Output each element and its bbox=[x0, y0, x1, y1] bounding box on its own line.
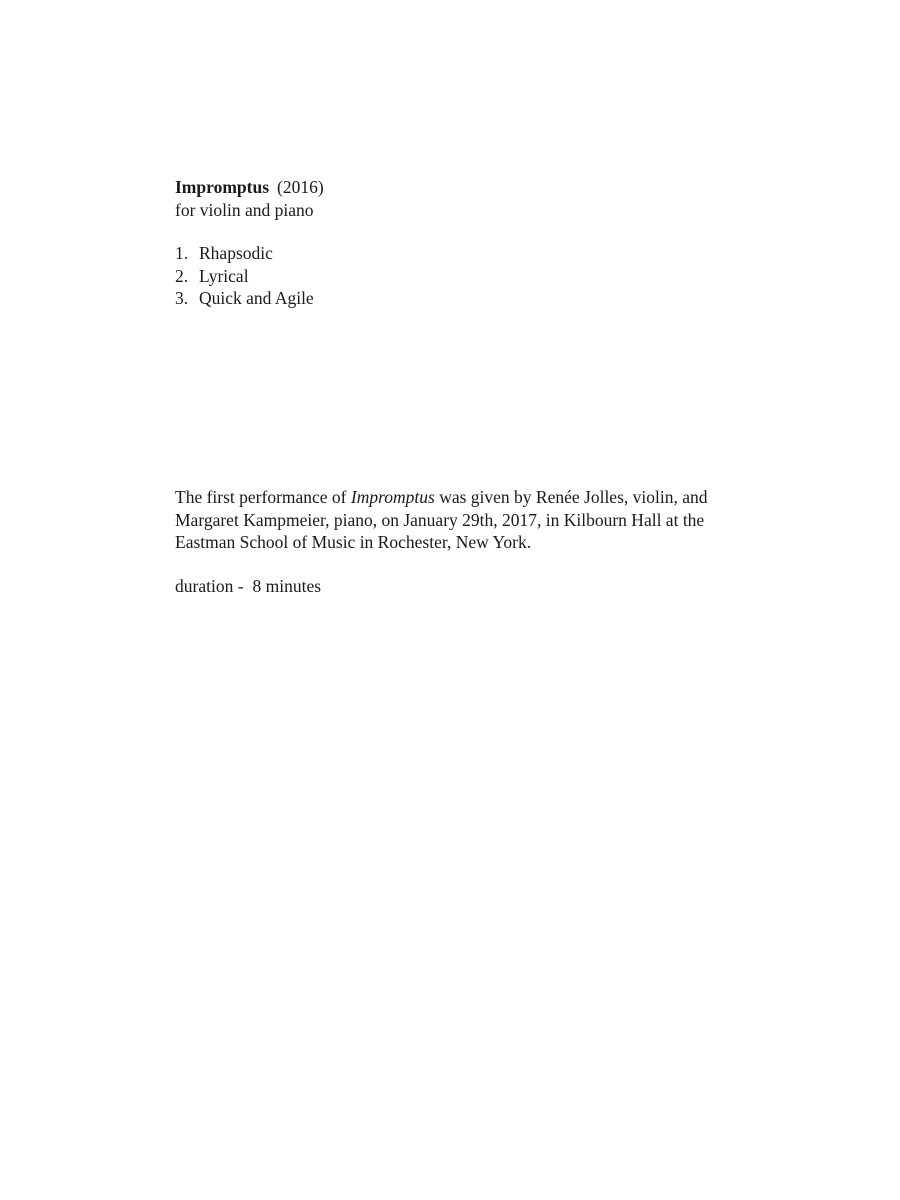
duration-line bbox=[175, 575, 321, 598]
movement-number: 1. bbox=[175, 243, 189, 263]
premiere-line-1 bbox=[175, 486, 795, 509]
movement-name: Rhapsodic bbox=[199, 243, 273, 263]
premiere-line-2: Margaret Kampmeier, piano, on January 29th, 2017, in Kilbourn Hall at the bbox=[175, 509, 705, 530]
list-item bbox=[175, 287, 314, 310]
title-line bbox=[175, 176, 324, 199]
list-item bbox=[175, 265, 314, 288]
title-block bbox=[175, 176, 324, 221]
premiere-text-start: The first performance of bbox=[175, 487, 351, 507]
premiere-text-end: was given by Renée Jolles, violin, and bbox=[434, 487, 708, 507]
list-item bbox=[175, 242, 314, 265]
movement-list bbox=[175, 242, 314, 310]
movement-name: Lyrical bbox=[199, 265, 249, 286]
premiere-work-title: Impromptus bbox=[350, 487, 435, 507]
composition-year: (2016) bbox=[277, 177, 324, 197]
movement-number: 3. bbox=[175, 288, 189, 308]
premiere-paragraph bbox=[175, 486, 795, 554]
duration-value: 8 minutes bbox=[252, 576, 322, 596]
premiere-line-3: Eastman School of Music in Rochester, New York. bbox=[175, 532, 532, 552]
movement-name: Quick and Agile bbox=[199, 288, 314, 308]
instrumentation: for violin and piano bbox=[175, 199, 314, 220]
duration-label: duration - bbox=[175, 576, 244, 596]
work-title: Impromptus bbox=[175, 177, 270, 197]
movement-number: 2. bbox=[175, 265, 189, 286]
